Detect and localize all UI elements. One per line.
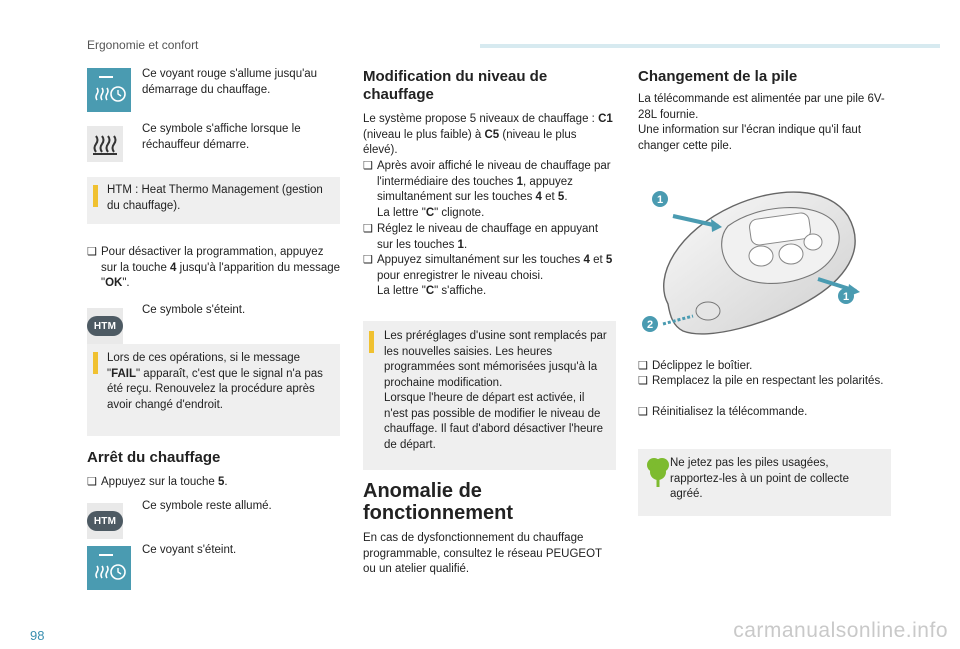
level-intro: Le système propose 5 niveaux de chauffage : C1 (niveau le plus faible) à C5 (niveau le plus élevé). [363,113,613,156]
bullet-glyph: ❑ [638,360,648,372]
lamp-off-description: Ce voyant s'éteint. [142,544,237,556]
remote-control-illustration [638,176,888,348]
bullet-glyph: ❑ [363,254,373,266]
bullet-text: Remplacez la pile en respectant les polarités. [652,375,884,387]
info-icon [93,185,98,207]
heater-warning-lamp-icon [87,546,131,590]
heater-symbol-icon [87,126,123,162]
htm-badge: HTM [87,316,123,336]
info-box-htm [87,177,340,224]
info-box-presets [363,321,616,470]
bullet-glyph: ❑ [638,375,648,387]
callout-2-label: 2 [646,319,654,331]
anomaly-text: En cas de dysfonctionnement du chauffage programmable, consultez le réseau PEUGEOT ou un atelier qualifié. [363,532,602,575]
section-title: Ergonomie et confort [87,38,199,52]
bullet-unclip [638,359,888,375]
bullet-glyph: ❑ [638,406,648,418]
callout-1-label: 1 [842,291,850,303]
eco-text: Ne jetez pas les piles usagées, rapportez-les à un point de collecte agréé. [670,457,849,500]
htm-badge: HTM [87,511,123,531]
bullet-text: Après avoir affiché le niveau de chauffage par l'intermédiaire des touches 1, appuyez simultanément sur les touches 4 et 5. La lettre "C" clignote. [377,160,611,219]
section-heading-level: Modification du niveau de chauffage [363,68,548,103]
info-box-fail [87,344,340,436]
bullet-deactivate [87,245,341,292]
htm-symbol-icon [87,308,123,344]
htm-on-description: Ce symbole reste allumé. [142,500,272,512]
header-rule [480,44,940,48]
section-heading-stop: Arrêt du chauffage [87,449,221,466]
bullet-glyph: ❑ [363,160,373,172]
eco-box [638,449,891,516]
bullet-text: Réinitialisez la télécommande. [652,406,808,418]
bullet-text: Pour désactiver la programmation, appuyez sur la touche 4 jusqu'à l'apparition du message "OK". [101,246,341,289]
htm-off-description: Ce symbole s'éteint. [142,304,246,316]
heater-symbol-description: Ce symbole s'affiche lorsque le réchauffeur démarre. [142,123,301,151]
info-icon [93,352,98,374]
bullet-text: Appuyez sur la touche 5. [101,476,228,488]
bullet-reset [638,405,888,421]
callout-1-label: 1 [656,194,664,206]
section-heading-anomaly: Anomalie de fonctionnement [363,480,513,524]
info-fail-text: Lors de ces opérations, si le message "FAIL" apparaît, c'est que le signal n'a pas été reçu. Renouvelez la procédure après avoir changé d'endroit. [107,352,323,411]
watermark: carmanualsonline.info [733,619,948,642]
bullet-glyph: ❑ [363,223,373,235]
bullet-level-step2 [363,222,617,253]
bullet-glyph: ❑ [87,246,97,258]
bullet-press-5 [87,475,341,491]
bullet-level-step1 [363,159,617,221]
battery-intro: La télécommande est alimentée par une pile 6V-28L fournie. Une information sur l'écran indique qu'il faut changer cette pile. [638,93,885,152]
info-presets-text: Les préréglages d'usine sont remplacés par les nouvelles saisies. Les heures programmées sont mémorisées jusqu'à la prochaine modification. Lorsque l'heure de départ est activée, il n'est pas possible de modifier le niveau de chauffage. Il faut d'abord désactiver l'heure de départ. [384,330,607,451]
bullet-text: Appuyez simultanément sur les touches 4 et 5 pour enregistrer le niveau choisi. La lettre "C" s'affiche. [377,254,613,297]
page-number: 98 [30,628,45,643]
bullet-level-step3 [363,253,617,300]
bullet-text: Réglez le niveau de chauffage en appuyant sur les touches 1. [377,223,599,251]
eco-tree-icon [646,455,670,489]
info-icon [369,331,374,353]
htm-symbol-icon [87,503,123,539]
lamp-description: Ce voyant rouge s'allume jusqu'au démarrage du chauffage. [142,68,318,96]
section-heading-battery: Changement de la pile [638,68,798,85]
bullet-text: Déclippez le boîtier. [652,360,753,372]
bullet-replace [638,374,888,390]
heater-warning-lamp-icon [87,68,131,112]
info-htm-text: HTM : Heat Thermo Management (gestion du chauffage). [107,184,323,212]
bullet-glyph: ❑ [87,476,97,488]
